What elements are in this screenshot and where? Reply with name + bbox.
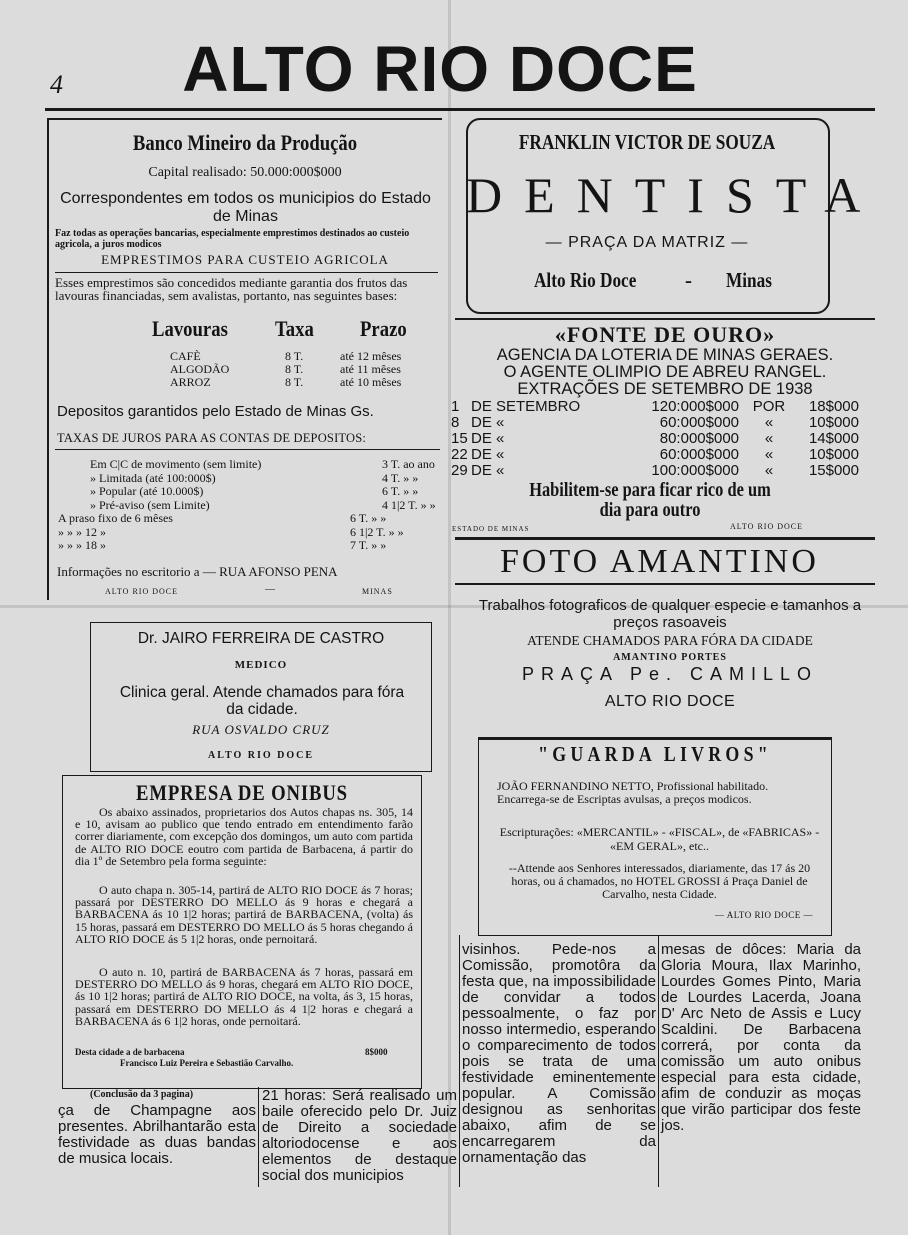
banco-divider — [55, 272, 438, 273]
banco-footer-right: MINAS — [362, 587, 393, 596]
onibus-price: 8$000 — [365, 1047, 388, 1057]
page-fold-vertical — [448, 0, 451, 1235]
banco-footer-left: ALTO RIO DOCE — [105, 587, 179, 596]
guarda-attende: --Attende aos Senhores interessados, diariamente, das 17 ás 20 horas, ou á chamados, no HOTEL GROSSI á Praça Daniel de Carvalho, nesta Cidade. — [508, 861, 811, 901]
banco-title: Banco Mineiro da Produção — [132, 130, 358, 155]
onibus-title: EMPRESA DE ONIBUS — [136, 780, 348, 805]
foto-owner: AMANTINO PORTES — [613, 652, 727, 663]
bottom-col3-text: visinhos. Pede-nos a Comissão, promotôra da festa que, na impossibilidade de convidar a todos pessoalmente, o faz por nosso intermedio, esperando o comparecimento de todos pois se trata de uma festividade eminentemente popular. A Comissão designou as senhoritas abaixo, afim de se encarregarem da ornamentação das — [462, 941, 656, 1166]
fonte-foot-right: ALTO RIO DOCE — [730, 522, 804, 531]
franklin-address: — PRAÇA DA MATRIZ — — [545, 234, 749, 251]
fonte-agente: O AGENTE OLIMPIO DE ABREU RANGEL. — [503, 363, 827, 381]
foto-city: ALTO RIO DOCE — [604, 693, 736, 710]
foto-title-rule — [455, 583, 875, 585]
jairo-name: Dr. JAIRO FERREIRA DE CASTRO — [137, 630, 385, 647]
fonte-foot-left: ESTADO DE MINAS — [452, 525, 530, 533]
bottom-col1-text: ça de Champagne aos presentes. Abrilhantarão esta festividade as duas bandas de musica locais. — [58, 1102, 256, 1167]
bottom-col-divider-3 — [658, 935, 659, 1187]
onibus-p3: O auto n. 10, partirá de BARBACENA ás 7 horas, passará em DESTERRO DO MELLO ás 9 horas, chegará em ALTO RIO DOCE, ás 10 1|2 horas; partirá de ALTO RIO DOCE, na volta, ás 3, 15 horas, passará em DESTERRO DO MELLO ás 4 1|2 horas e chegará a BARBACENA ás 6 1|2 horas, onde pernoitará. — [75, 965, 413, 1028]
jairo-rua: RUA OSVALDO CRUZ — [192, 722, 330, 737]
franklin-state: Minas — [726, 268, 772, 292]
fonte-title: «FONTE DE OURO» — [554, 322, 776, 347]
fonte-bottom-rule — [455, 537, 875, 540]
jairo-title: MEDICO — [234, 659, 288, 671]
masthead-title: ALTO RIO DOCE — [182, 33, 698, 105]
onibus-p2: O auto chapa n. 305-14, partirá de ALTO RIO DOCE ás 7 horas; passará por DESTERRO DO MELLO ás 9 horas e chegará a BARBACENA ás 10 1|2 horas; partirá de BARBACENA, (volta) ás 15 horas, passará em DESTERRO DO MELLO ás 5 horas chegando á ALTO RIO DOCE ás 5 1|2 horas, onde pernoitará. — [75, 883, 413, 946]
franklin-bottom-rule — [455, 318, 875, 320]
banco-header-taxa: Taxa — [275, 316, 314, 341]
jairo-clinica: Clinica geral. Atende chamados para fóra da cidade. — [119, 684, 405, 718]
page-mark: 4 — [50, 70, 63, 99]
onibus-p1: Os abaixo assinados, proprietarios dos Autos chapas ns. 305, 14 e 10, avisam ao publico que tendo entrado em entendimento farão correr diariamente, com excepção dos domingos, um auto com partida de ALTO RIO DOCE eoutro com partida de Barbacena, á partir do dia 1º de Setembro pela forma seguinte: — [75, 805, 413, 868]
foto-trabalhos: Trabalhos fotograficos de qualquer especie e tamanhos a preços rasoaveis — [478, 597, 862, 631]
jairo-city: ALTO RIO DOCE — [207, 750, 315, 761]
banco-top-rule — [47, 118, 442, 120]
banco-header-prazo: Prazo — [360, 316, 407, 341]
banco-info: Informações no escritorio a — RUA AFONSO PENA — [57, 564, 338, 579]
foto-atende: ATENDE CHAMADOS PARA FÓRA DA CIDADE — [527, 633, 813, 648]
banco-depositos: Depositos garantidos pelo Estado de Minas Gs. — [57, 403, 374, 420]
guarda-sign: — ALTO RIO DOCE — — [715, 910, 814, 920]
franklin-dash: - — [685, 268, 692, 292]
onibus-sign2: Francisco Luiz Pereira e Sebastião Carvalho. — [120, 1058, 294, 1068]
fonte-habilitem: Habilitem-se para ficar rico de um dia para outro — [529, 479, 771, 521]
lavoura-row: CAFÈ 8 T. até 12 mêses ALGODÃO 8 T. até 11 mêses ARROZ 8 T. até 10 mêses — [170, 349, 402, 389]
banco-operacoes: Faz todas as operações bancarias, especialmente emprestimos destinados ao custeio agricola, a juros modicos — [55, 228, 410, 250]
guarda-title: "GUARDA LIVROS" — [538, 742, 772, 766]
banco-header-lavouras: Lavouras — [152, 316, 228, 341]
fonte-extracoes: EXTRAÇÕES DE SETEMBRO DE 1938 — [517, 380, 813, 398]
bottom-col-divider-2 — [459, 935, 460, 1187]
banco-bases: Esses emprestimos são concedidos mediante garantia dos frutos das lavouras financiadas, sem avalistas, portanto, nas seguintes bases: — [55, 275, 408, 303]
guarda-escrituras: Escripturações: «MERCANTIL» - «FISCAL», de «FABRICAS» - «EM GERAL», etc.. — [499, 825, 820, 853]
banco-taxas-table: Em C|C de movimento (sem limite) 3 T. ao ano » Limitada (até 100:000$) 4 T. » » » Popular (até 10.000$) 6 T. » » » Pré-aviso (sem Limite) 4 1|2 T. » » A praso fixo de 6 mêses 6 T. » » » » » 12 » 6 1|2 T. » » » » » 18 » 7 T. » » — [58, 457, 436, 552]
foto-title: FOTO AMANTINO — [500, 543, 819, 580]
bottom-col1-head: (Conclusão da 3 pagina) — [90, 1089, 194, 1100]
banco-emprestimos: EMPRESTIMOS PARA CUSTEIO AGRICOLA — [101, 252, 389, 267]
banco-taxas-rule — [55, 449, 440, 450]
guarda-text: JOÃO FERNANDINO NETTO, Profissional habilitado. Encarrega-se de Escriptas avulsas, a preços modicos. — [497, 779, 769, 806]
fonte-agencia: AGENCIA DA LOTERIA DE MINAS GERAES. — [496, 346, 834, 364]
fonte-table: 1 DE SETEMBRO 120:000$000 POR 18$000 8 DE « 60:000$000 « 10$000 15 DE « 80:000$000 « 14$000 22 DE « 60:000$000 « 10$000 29 DE « 100:000$000 « 15$000 — [451, 398, 859, 479]
franklin-city: Alto Rio Doce — [534, 268, 637, 292]
banco-correspondentes: Correspondentes em todos os municipios do Estado de Minas — [60, 190, 431, 225]
bottom-col2-text: 21 horas: Será realisado um baile oferecido pelo Dr. Juiz de Direito a sociedade altoriodocense e aos elementos de destaque social dos municipios — [262, 1087, 457, 1184]
franklin-name: FRANKLIN VICTOR DE SOUZA — [518, 130, 776, 154]
bottom-col4-text: mesas de dôces: Maria da Gloria Moura, Ilax Marinho, Lourdes Gomes Pinto, Maria de Lourdes Lacerda, Joana D' Arc Neto de Assis e Lucy Scaldini. De Barbacena correrá, por conta da comissão um auto onibus especial para esta cidade, afim de conduzir as moças que virão participar dos feste jos. — [661, 941, 861, 1134]
masthead-rule — [45, 108, 875, 111]
banco-taxas-title: TAXAS DE JUROS PARA AS CONTAS DE DEPOSITOS: — [57, 431, 367, 445]
banco-capital: Capital realisado: 50.000:000$000 — [148, 165, 342, 180]
banco-footer-mid: — — [265, 584, 275, 595]
foto-praca: PRAÇA Pe. CAMILLO — [521, 664, 819, 684]
bottom-col-divider-1 — [258, 1087, 259, 1187]
onibus-sign1: Desta cidade a de barbacena — [75, 1047, 185, 1057]
franklin-profession: DENTISTA — [466, 167, 883, 223]
